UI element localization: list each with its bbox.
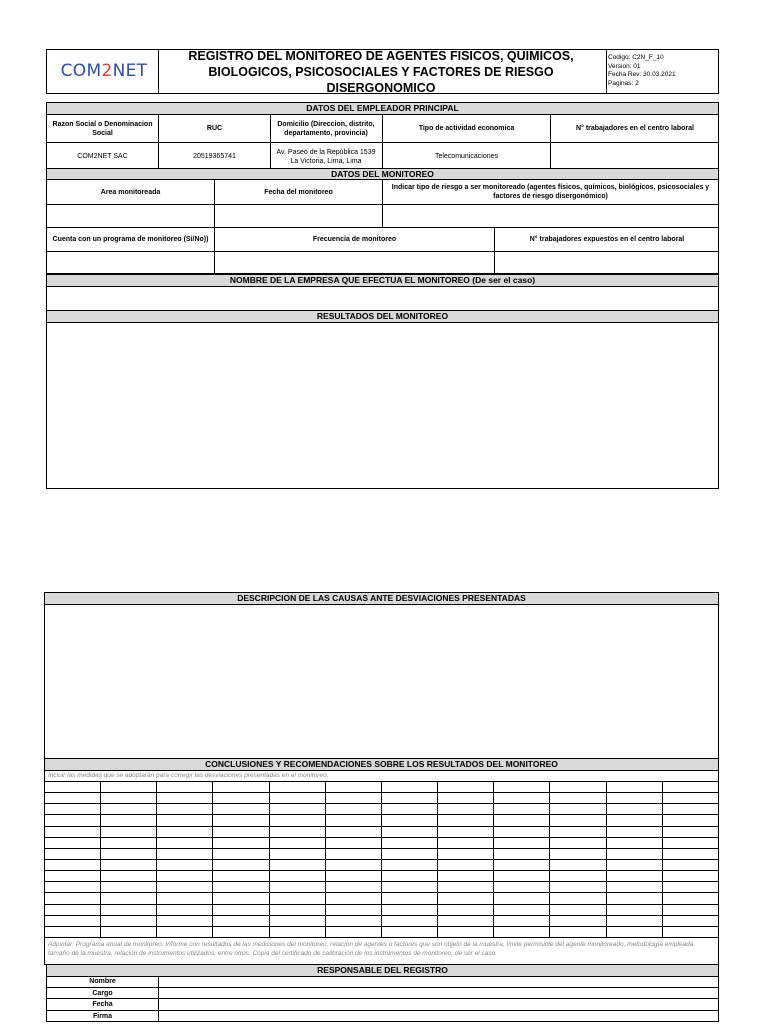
conclusiones-cell[interactable] (550, 915, 606, 926)
conclusiones-cell[interactable] (213, 859, 269, 870)
conclusiones-cell[interactable] (381, 859, 437, 870)
document-meta (608, 54, 716, 88)
conclusiones-cell[interactable] (325, 815, 381, 826)
field-tipo-riesgo[interactable] (383, 205, 719, 227)
section-empresa: NOMBRE DE LA EMPRESA QUE EFECTUA EL MONITOREO (De ser el caso) (46, 274, 719, 287)
conclusiones-cell[interactable] (269, 915, 325, 926)
conclusiones-cell[interactable] (157, 826, 213, 837)
conclusiones-cell[interactable] (213, 893, 269, 904)
conclusiones-cell[interactable] (45, 904, 101, 915)
conclusiones-cell[interactable] (101, 926, 157, 937)
conclusiones-cell[interactable] (157, 815, 213, 826)
conclusiones-cell[interactable] (381, 904, 437, 915)
meta-version: Version: 01 (608, 62, 641, 70)
conclusiones-cell[interactable] (325, 904, 381, 915)
conclusiones-cell[interactable] (494, 882, 550, 893)
conclusiones-cell[interactable] (438, 848, 494, 859)
conclusiones-cell[interactable] (45, 915, 101, 926)
conclusiones-cell[interactable] (494, 893, 550, 904)
conclusiones-cell[interactable] (213, 782, 269, 793)
conclusiones-cell[interactable] (101, 871, 157, 882)
conclusiones-cell[interactable] (101, 793, 157, 804)
label-fecha: Fecha (92, 1001, 113, 1008)
conclusiones-row (45, 848, 719, 859)
section-monitoreo: DATOS DEL MONITOREO (46, 168, 719, 180)
conclusiones-cell[interactable] (606, 893, 662, 904)
conclusiones-cell[interactable] (606, 826, 662, 837)
conclusiones-cell[interactable] (550, 793, 606, 804)
field-causas[interactable] (44, 604, 719, 759)
label-domicilio: Domicilio (Direccion, distrito, departamento, provincia) (277, 120, 375, 137)
conclusiones-cell[interactable] (606, 926, 662, 937)
conclusiones-cell[interactable] (381, 782, 437, 793)
conclusiones-cell[interactable] (45, 837, 101, 848)
section-responsable: RESPONSABLE DEL REGISTRO (46, 964, 719, 977)
conclusiones-cell[interactable] (494, 837, 550, 848)
label-frecuencia: Frecuencia de monitoreo (312, 236, 397, 243)
document-title: REGISTRO DEL MONITOREO DE AGENTES FISICOS, QUIMICOS, BIOLOGICOS, PSICOSOCIALES Y FACTORES DE RIESGO DISERGONOMICO (188, 49, 574, 95)
value-trabajadores[interactable] (551, 143, 719, 170)
label-fecha-monitoreo: Fecha del monitoreo (264, 188, 333, 196)
conclusiones-cell[interactable] (381, 893, 437, 904)
conclusiones-cell[interactable] (325, 859, 381, 870)
conclusiones-row (45, 882, 719, 893)
conclusiones-cell[interactable] (325, 782, 381, 793)
conclusiones-cell[interactable] (662, 904, 718, 915)
conclusiones-cell[interactable] (381, 815, 437, 826)
conclusiones-cell[interactable] (213, 793, 269, 804)
conclusiones-cell[interactable] (213, 826, 269, 837)
conclusiones-cell[interactable] (550, 859, 606, 870)
conclusiones-cell[interactable] (213, 837, 269, 848)
conclusiones-row (45, 904, 719, 915)
label-cargo: Cargo (92, 989, 113, 997)
section-empleador: DATOS DEL EMPLEADOR PRINCIPAL (46, 102, 719, 115)
field-empresa[interactable] (46, 286, 719, 311)
conclusiones-grid[interactable] (44, 781, 719, 938)
conclusiones-cell[interactable] (606, 815, 662, 826)
conclusiones-cell[interactable] (550, 804, 606, 815)
label-expuestos: N° trabajadores expuestos en el centro laboral (529, 236, 685, 243)
company-logo: COM2NET (60, 61, 148, 81)
conclusiones-cell[interactable] (157, 804, 213, 815)
section-causas: DESCRIPCION DE LAS CAUSAS ANTE DESVIACIONES PRESENTADAS (44, 592, 719, 605)
conclusiones-row (45, 871, 719, 882)
conclusiones-cell[interactable] (550, 848, 606, 859)
field-fecha[interactable] (159, 999, 719, 1010)
conclusiones-cell[interactable] (269, 837, 325, 848)
conclusiones-cell[interactable] (269, 926, 325, 937)
conclusiones-cell[interactable] (438, 871, 494, 882)
conclusiones-cell[interactable] (438, 793, 494, 804)
conclusiones-cell[interactable] (325, 926, 381, 937)
field-cargo[interactable] (159, 988, 719, 998)
conclusiones-cell[interactable] (325, 871, 381, 882)
conclusiones-cell[interactable] (438, 893, 494, 904)
conclusiones-cell[interactable] (101, 859, 157, 870)
conclusiones-note: Incluir las medidas que se adoptarán para corregir las desviaciones presentadas en el monitoreo. (48, 772, 329, 779)
conclusiones-cell[interactable] (438, 826, 494, 837)
label-area-monitoreada: Area monitoreada (100, 188, 161, 196)
conclusiones-cell[interactable] (101, 826, 157, 837)
label-firma: Firma (92, 1013, 113, 1020)
conclusiones-cell[interactable] (101, 882, 157, 893)
label-razon-social: Razon Social o Denominacion Social (52, 120, 153, 137)
conclusiones-cell[interactable] (662, 837, 718, 848)
conclusiones-cell[interactable] (381, 882, 437, 893)
conclusiones-cell[interactable] (381, 804, 437, 815)
conclusiones-cell[interactable] (494, 804, 550, 815)
conclusiones-row (45, 926, 719, 937)
conclusiones-cell[interactable] (438, 804, 494, 815)
conclusiones-cell[interactable] (550, 893, 606, 904)
conclusiones-cell[interactable] (157, 782, 213, 793)
conclusiones-cell[interactable] (438, 882, 494, 893)
conclusiones-cell[interactable] (494, 848, 550, 859)
conclusiones-cell[interactable] (438, 915, 494, 926)
label-programa-monitoreo: Cuenta con un programa de monitoreo (Si/No)) (52, 236, 209, 243)
field-fecha-monitoreo[interactable] (215, 205, 382, 227)
conclusiones-cell[interactable] (45, 848, 101, 859)
conclusiones-cell[interactable] (157, 871, 213, 882)
conclusiones-cell[interactable] (494, 926, 550, 937)
conclusiones-cell[interactable] (381, 926, 437, 937)
conclusiones-row (45, 782, 719, 793)
conclusiones-cell[interactable] (269, 826, 325, 837)
conclusiones-cell[interactable] (45, 815, 101, 826)
conclusiones-cell[interactable] (45, 804, 101, 815)
conclusiones-cell[interactable] (606, 837, 662, 848)
conclusiones-cell[interactable] (157, 882, 213, 893)
conclusiones-cell[interactable] (438, 926, 494, 937)
conclusiones-cell[interactable] (381, 871, 437, 882)
value-ruc[interactable]: 20519365741 (193, 153, 236, 160)
conclusiones-cell[interactable] (550, 837, 606, 848)
field-programa-monitoreo[interactable] (47, 252, 214, 274)
label-nombre: Nombre (89, 978, 116, 985)
conclusiones-cell[interactable] (606, 793, 662, 804)
conclusiones-cell[interactable] (269, 859, 325, 870)
section-resultados: RESULTADOS DEL MONITOREO (46, 310, 719, 323)
conclusiones-cell[interactable] (381, 837, 437, 848)
conclusiones-cell[interactable] (45, 859, 101, 870)
field-nombre[interactable] (159, 977, 719, 987)
conclusiones-cell[interactable] (213, 815, 269, 826)
conclusiones-cell[interactable] (438, 904, 494, 915)
conclusiones-cell[interactable] (325, 793, 381, 804)
conclusiones-cell[interactable] (662, 826, 718, 837)
conclusiones-cell[interactable] (325, 804, 381, 815)
conclusiones-cell[interactable] (157, 904, 213, 915)
conclusiones-cell[interactable] (213, 871, 269, 882)
conclusiones-cell[interactable] (550, 882, 606, 893)
conclusiones-cell[interactable] (45, 871, 101, 882)
conclusiones-cell[interactable] (213, 915, 269, 926)
conclusiones-cell[interactable] (45, 882, 101, 893)
conclusiones-cell[interactable] (269, 815, 325, 826)
adjuntar-note: Adjuntar: Programa anual de monitoreo. Informe con resultados de las mediciones del monitoreo, relación de agentes o factores que son objeto de la muestra, límite permisible del agente monitoreado, metodología empleada, tamaño de la muestra, relación de instrumentos utilizados, entre otros. Copia del certificado de calibración de los instrumentos de monitoreo, de ser el caso. (48, 941, 696, 957)
conclusiones-cell[interactable] (494, 859, 550, 870)
conclusiones-row (45, 793, 719, 804)
conclusiones-cell[interactable] (606, 848, 662, 859)
conclusiones-row (45, 837, 719, 848)
conclusiones-cell[interactable] (269, 793, 325, 804)
conclusiones-cell[interactable] (157, 848, 213, 859)
conclusiones-cell[interactable] (101, 815, 157, 826)
conclusiones-cell[interactable] (101, 904, 157, 915)
field-firma[interactable] (159, 1011, 719, 1022)
conclusiones-row (45, 804, 719, 815)
conclusiones-cell[interactable] (45, 926, 101, 937)
conclusiones-cell[interactable] (662, 848, 718, 859)
conclusiones-cell[interactable] (606, 859, 662, 870)
conclusiones-cell[interactable] (494, 815, 550, 826)
conclusiones-cell[interactable] (213, 804, 269, 815)
conclusiones-cell[interactable] (269, 848, 325, 859)
conclusiones-cell[interactable] (101, 915, 157, 926)
conclusiones-cell[interactable] (606, 782, 662, 793)
conclusiones-cell[interactable] (662, 926, 718, 937)
conclusiones-cell[interactable] (157, 915, 213, 926)
conclusiones-cell[interactable] (325, 893, 381, 904)
conclusiones-cell[interactable] (662, 915, 718, 926)
conclusiones-cell[interactable] (325, 915, 381, 926)
label-actividad: Tipo de actividad economica (418, 125, 515, 132)
conclusiones-cell[interactable] (269, 882, 325, 893)
conclusiones-cell[interactable] (662, 793, 718, 804)
conclusiones-row (45, 915, 719, 926)
meta-paginas: Paginas: 2 (608, 79, 639, 87)
conclusiones-row (45, 859, 719, 870)
conclusiones-cell[interactable] (45, 782, 101, 793)
conclusiones-cell[interactable] (438, 837, 494, 848)
conclusiones-cell[interactable] (662, 859, 718, 870)
conclusiones-cell[interactable] (101, 848, 157, 859)
conclusiones-cell[interactable] (550, 904, 606, 915)
conclusiones-cell[interactable] (606, 804, 662, 815)
conclusiones-cell[interactable] (494, 915, 550, 926)
conclusiones-cell[interactable] (101, 893, 157, 904)
conclusiones-row (45, 826, 719, 837)
conclusiones-cell[interactable] (550, 826, 606, 837)
conclusiones-cell[interactable] (438, 815, 494, 826)
meta-fecha-rev: Fecha Rev: 30.03.2021 (608, 71, 676, 78)
conclusiones-cell[interactable] (381, 793, 437, 804)
conclusiones-cell[interactable] (213, 848, 269, 859)
conclusiones-cell[interactable] (494, 793, 550, 804)
conclusiones-cell[interactable] (550, 926, 606, 937)
conclusiones-cell[interactable] (157, 926, 213, 937)
conclusiones-cell[interactable] (213, 882, 269, 893)
conclusiones-cell[interactable] (325, 837, 381, 848)
conclusiones-cell[interactable] (381, 848, 437, 859)
conclusiones-cell[interactable] (157, 893, 213, 904)
conclusiones-cell[interactable] (325, 826, 381, 837)
conclusiones-cell[interactable] (606, 882, 662, 893)
conclusiones-cell[interactable] (45, 826, 101, 837)
conclusiones-cell[interactable] (606, 915, 662, 926)
conclusiones-cell[interactable] (606, 871, 662, 882)
conclusiones-cell[interactable] (494, 782, 550, 793)
value-actividad[interactable]: Telecomunicaciones (434, 153, 499, 160)
conclusiones-cell[interactable] (213, 904, 269, 915)
conclusiones-cell[interactable] (438, 859, 494, 870)
conclusiones-cell[interactable] (269, 871, 325, 882)
value-domicilio[interactable]: Av. Paseo de la República 1539 La Victoria, Lima, Lima (276, 148, 376, 165)
conclusiones-cell[interactable] (438, 782, 494, 793)
value-razon-social[interactable]: COM2NET SAC (77, 153, 128, 160)
conclusiones-cell[interactable] (325, 882, 381, 893)
label-tipo-riesgo: Indicar tipo de riesgo a ser monitoreado (agentes físicos, químicos, biológicos, psicosociales y factores de riesgo disergonómico) (391, 184, 710, 200)
field-expuestos[interactable] (495, 252, 719, 274)
conclusiones-cell[interactable] (550, 815, 606, 826)
conclusiones-cell[interactable] (494, 871, 550, 882)
meta-codigo: Codigo: C2N_F_10 (608, 54, 664, 61)
conclusiones-row (45, 893, 719, 904)
conclusiones-cell[interactable] (662, 804, 718, 815)
conclusiones-cell[interactable] (157, 859, 213, 870)
conclusiones-cell[interactable] (269, 804, 325, 815)
conclusiones-cell[interactable] (45, 893, 101, 904)
conclusiones-cell[interactable] (606, 904, 662, 915)
conclusiones-cell[interactable] (213, 926, 269, 937)
field-frecuencia[interactable] (215, 252, 494, 274)
conclusiones-cell[interactable] (101, 837, 157, 848)
conclusiones-cell[interactable] (494, 904, 550, 915)
conclusiones-cell[interactable] (157, 837, 213, 848)
conclusiones-cell[interactable] (269, 782, 325, 793)
conclusiones-cell[interactable] (381, 915, 437, 926)
conclusiones-cell[interactable] (550, 871, 606, 882)
label-ruc: RUC (206, 125, 223, 132)
label-trabajadores: N° trabajadores en el centro laboral (576, 125, 694, 132)
conclusiones-cell[interactable] (325, 848, 381, 859)
conclusiones-cell[interactable] (269, 904, 325, 915)
conclusiones-row (45, 815, 719, 826)
conclusiones-cell[interactable] (662, 893, 718, 904)
conclusiones-cell[interactable] (550, 782, 606, 793)
conclusiones-cell[interactable] (662, 782, 718, 793)
field-area-monitoreada[interactable] (47, 205, 214, 227)
conclusiones-cell[interactable] (101, 804, 157, 815)
conclusiones-cell[interactable] (269, 893, 325, 904)
conclusiones-cell[interactable] (662, 871, 718, 882)
conclusiones-cell[interactable] (662, 815, 718, 826)
conclusiones-cell[interactable] (381, 826, 437, 837)
conclusiones-cell[interactable] (157, 793, 213, 804)
conclusiones-cell[interactable] (101, 782, 157, 793)
conclusiones-cell[interactable] (45, 793, 101, 804)
field-resultados[interactable] (46, 322, 719, 489)
section-conclusiones: CONCLUSIONES Y RECOMENDACIONES SOBRE LOS RESULTADOS DEL MONITOREO (44, 758, 719, 771)
conclusiones-cell[interactable] (494, 826, 550, 837)
conclusiones-cell[interactable] (662, 882, 718, 893)
